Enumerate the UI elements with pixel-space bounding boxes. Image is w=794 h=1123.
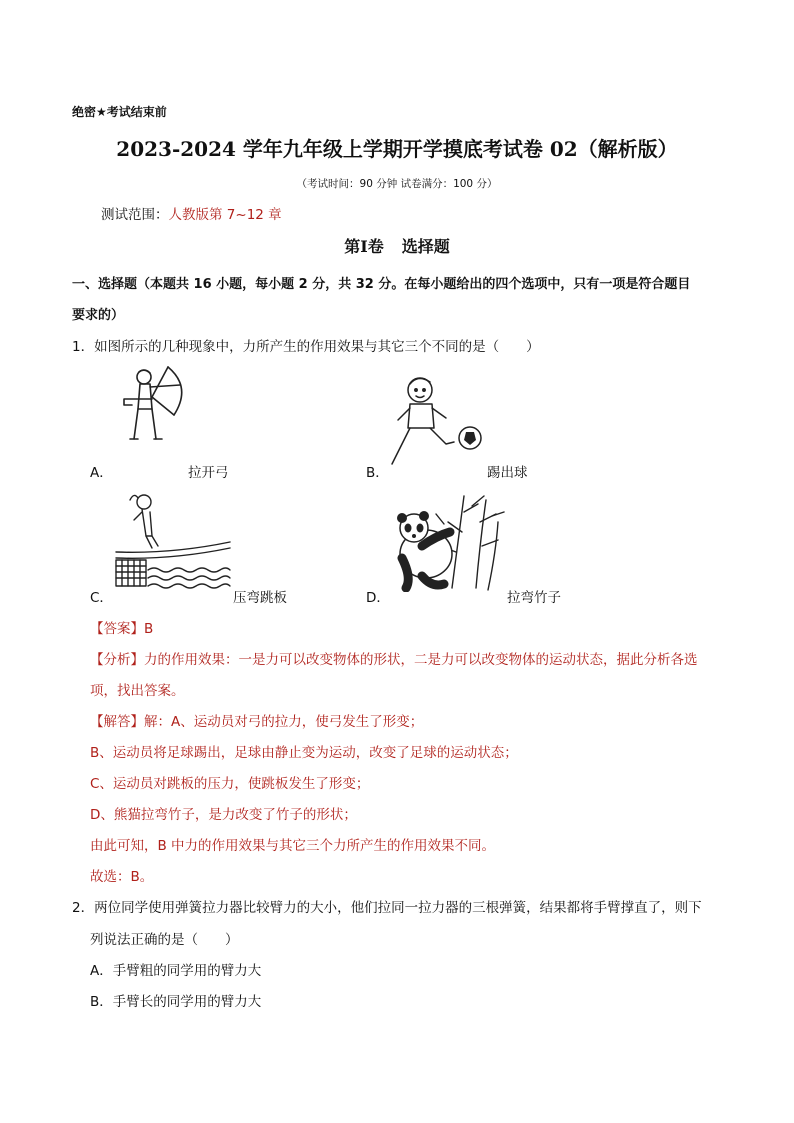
confidential-label: 绝密★考试结束前 (72, 105, 167, 119)
answer-label: 【答案】 (90, 621, 144, 637)
question-1-stem: 1．如图所示的几种现象中，力所产生的作用效果与其它三个不同的是（ ） (72, 339, 540, 355)
section-title (0, 234, 794, 257)
section-name: 选择题 (401, 237, 450, 256)
solution-line3: C、运动员对跳板的压力，使跳板发生了形变； (90, 776, 370, 792)
option-c-caption: 压弯跳板 (233, 590, 287, 606)
analysis-line2: 项，找出答案。 (90, 683, 185, 699)
question-2-stem-line2: 列说法正确的是（ ） (90, 932, 239, 948)
analysis-text: 力的作用效果：一是力可以改变物体的形状，二是力可以改变物体的运动状态，据此分析各选 (144, 652, 698, 668)
solution-text: 解：A、运动员对弓的拉力，使弓发生了形变； (144, 714, 424, 730)
scope-value: 人教版第 7~12 章 (168, 207, 282, 223)
option-b-caption: 踢出球 (487, 465, 528, 481)
option-b-letter: B． (366, 465, 389, 481)
instructions-line1: 一、选择题（本题共 16 小题，每小题 2 分，共 32 分。在每小题给出的四个选项中，只有一项是符合题目 (72, 277, 691, 292)
question-2-stem-line1: 2．两位同学使用弹簧拉力器比较臂力的大小，他们拉同一拉力器的三根弹簧，结果都将手臂撑直了，则下 (72, 900, 702, 916)
option-a-caption: 拉开弓 (188, 465, 229, 481)
solution-line2: B、运动员将足球踢出，足球由静止变为运动，改变了足球的运动状态； (90, 745, 518, 761)
test-scope (101, 203, 282, 223)
exam-info: （考试时间：90 分钟 试卷满分：100 分） (296, 178, 498, 190)
solution-label: 【解答】 (90, 714, 144, 730)
option-a-letter: A． (90, 465, 113, 481)
answer-value: B (144, 621, 154, 637)
question-2-option-a: A．手臂粗的同学用的臂力大 (90, 963, 262, 979)
solution-line4: D、熊猫拉弯竹子，是力改变了竹子的形状； (90, 807, 357, 823)
answer-line (90, 617, 153, 637)
instructions-line2: 要求的） (72, 308, 125, 323)
option-d-caption: 拉弯竹子 (507, 590, 561, 606)
question-2-option-b: B．手臂长的同学用的臂力大 (90, 994, 262, 1010)
soccer-kick-icon (388, 374, 488, 470)
panda-bamboo-icon (392, 492, 508, 592)
option-c-letter: C． (90, 590, 113, 606)
option-d-letter: D． (366, 590, 390, 606)
solution-line1 (90, 710, 423, 730)
section-part: 第Ⅰ卷 (344, 237, 384, 256)
solution-line5: 由此可知，B 中力的作用效果与其它三个力所产生的作用效果不同。 (90, 838, 496, 854)
scope-label: 测试范围： (101, 207, 169, 223)
page-title: 2023-2024 学年九年级上学期开学摸底考试卷 02（解析版） (116, 137, 678, 161)
archer-icon (112, 365, 192, 443)
analysis-line1 (90, 648, 698, 668)
solution-line6: 故选：B。 (90, 869, 154, 885)
analysis-label: 【分析】 (90, 652, 144, 668)
diving-board-icon (112, 490, 232, 598)
